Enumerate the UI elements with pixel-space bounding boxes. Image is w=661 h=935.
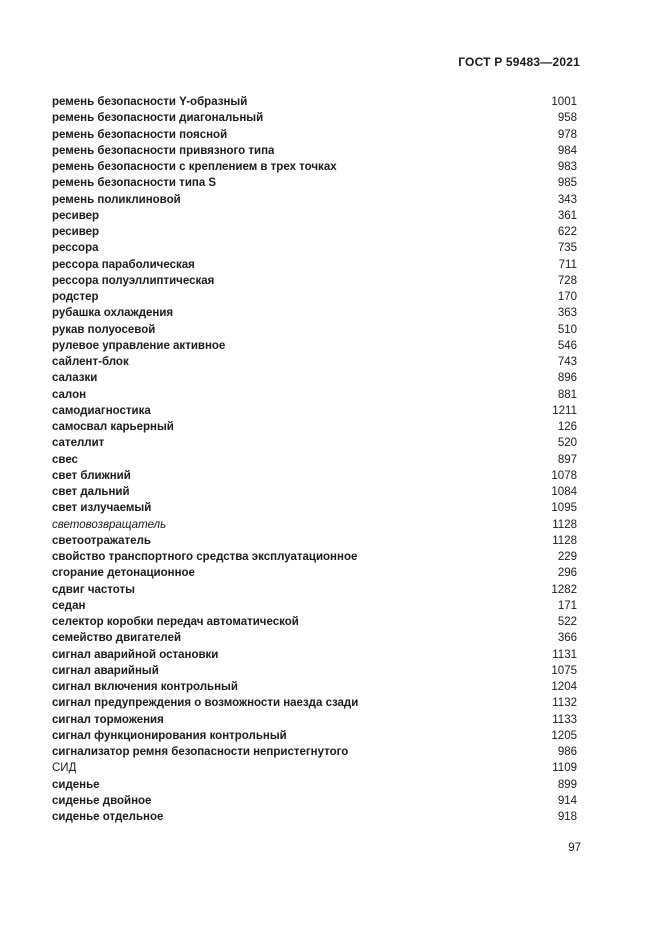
index-entry-row bbox=[52, 549, 577, 565]
index-ref-number: 1204 bbox=[551, 681, 577, 693]
index-term: салон bbox=[52, 388, 87, 401]
index-entry-row bbox=[52, 159, 577, 175]
index-term: сиденье bbox=[52, 778, 100, 791]
index-term: ресивер bbox=[52, 209, 100, 222]
index-entry-row bbox=[52, 322, 577, 338]
index-term: сателлит bbox=[52, 437, 105, 450]
index-ref-number: 522 bbox=[557, 616, 577, 628]
index-term: рессора bbox=[52, 242, 99, 255]
index-ref-number: 1001 bbox=[551, 96, 577, 108]
index-ref-number: 546 bbox=[557, 339, 577, 352]
index-ref-number: 896 bbox=[557, 372, 577, 385]
index-term: ремень безопасности Y-образный bbox=[52, 96, 248, 108]
index-term: седан bbox=[52, 599, 86, 612]
index-ref-number: 1109 bbox=[552, 762, 577, 775]
index-entry-row bbox=[52, 744, 577, 760]
index-entry-row bbox=[52, 175, 577, 191]
index-ref-number: 366 bbox=[557, 632, 577, 645]
index-term: сигнал включения контрольный bbox=[52, 681, 238, 693]
index-term: световозвращатель bbox=[52, 518, 167, 531]
index-entry-row bbox=[52, 695, 577, 711]
index-term: сигнал функционирования контрольный bbox=[52, 729, 287, 742]
index-entry-row bbox=[52, 192, 577, 208]
index-ref-number: 743 bbox=[557, 356, 577, 368]
index-term: ремень безопасности привязного типа bbox=[52, 144, 275, 157]
index-entry-row bbox=[52, 647, 577, 663]
index-entry-row bbox=[52, 484, 577, 500]
index-term: сигнал аварийный bbox=[52, 664, 159, 677]
index-ref-number: 622 bbox=[557, 226, 577, 238]
index-ref-number: 1084 bbox=[551, 486, 577, 498]
index-entry-row bbox=[52, 338, 577, 354]
index-entry-row bbox=[52, 517, 577, 533]
index-entry-row bbox=[52, 435, 577, 451]
index-ref-number: 918 bbox=[557, 811, 577, 823]
page-number: 97 bbox=[568, 842, 581, 854]
index-ref-number: 711 bbox=[558, 258, 577, 271]
index-entry-row bbox=[52, 533, 577, 549]
index-term: сиденье двойное bbox=[52, 794, 152, 807]
index-entry-row bbox=[52, 809, 577, 825]
index-ref-number: 1128 bbox=[552, 534, 577, 547]
index-entry-row bbox=[52, 728, 577, 744]
index-entry-row bbox=[52, 273, 577, 289]
index-term: СИД bbox=[52, 762, 77, 775]
index-term: сиденье отдельное bbox=[52, 811, 164, 823]
index-entry-row bbox=[52, 387, 577, 403]
index-term: самосвал карьерный bbox=[52, 421, 174, 433]
index-ref-number: 520 bbox=[557, 437, 577, 450]
index-ref-number: 126 bbox=[557, 421, 577, 433]
standard-designation: ГОСТ Р 59483—2021 bbox=[458, 55, 580, 69]
index-term: сигнал предупреждения о возможности наезда сзади bbox=[52, 697, 359, 710]
index-term: рукав полуосевой bbox=[52, 323, 156, 336]
index-entry-row bbox=[52, 143, 577, 159]
index-ref-number: 899 bbox=[557, 778, 577, 791]
index-term: ремень безопасности с креплением в трех точках bbox=[52, 161, 337, 173]
index-entry-row bbox=[52, 582, 577, 598]
index-entry-row bbox=[52, 305, 577, 321]
index-entry-row bbox=[52, 500, 577, 516]
index-term: свет ближний bbox=[52, 469, 131, 482]
index-term: свойство транспортного средства эксплуатационное bbox=[52, 551, 358, 563]
index-entry-row bbox=[52, 452, 577, 468]
index-ref-number: 1133 bbox=[552, 713, 577, 726]
index-entry-row bbox=[52, 370, 577, 386]
index-ref-number: 1078 bbox=[551, 469, 577, 482]
index-ref-number: 171 bbox=[557, 599, 577, 612]
index-term: ремень безопасности поясной bbox=[52, 128, 228, 141]
index-ref-number: 1205 bbox=[551, 729, 577, 742]
index-entry-row bbox=[52, 240, 577, 256]
index-ref-number: 984 bbox=[557, 144, 577, 157]
index-ref-number: 510 bbox=[557, 323, 577, 336]
index-term: сигнализатор ремня безопасности непристегнутого bbox=[52, 746, 349, 758]
index-ref-number: 361 bbox=[557, 209, 577, 222]
index-term: рессора параболическая bbox=[52, 258, 195, 271]
index-entry-row bbox=[52, 598, 577, 614]
page-footer bbox=[52, 842, 581, 854]
index-term: рубашка охлаждения bbox=[52, 307, 174, 320]
index-ref-number: 170 bbox=[557, 291, 577, 303]
index-term: салазки bbox=[52, 372, 98, 385]
page-header bbox=[52, 55, 580, 69]
index-ref-number: 1131 bbox=[552, 648, 577, 661]
index-entry-row bbox=[52, 679, 577, 695]
index-entry-row bbox=[52, 663, 577, 679]
index-term: рессора полуэллиптическая bbox=[52, 274, 215, 287]
index-entry-row bbox=[52, 127, 577, 143]
index-ref-number: 983 bbox=[557, 161, 577, 173]
index-term: сайлент-блок bbox=[52, 356, 129, 368]
index-entry-row bbox=[52, 94, 577, 110]
index-term: селектор коробки передач автоматической bbox=[52, 616, 299, 628]
alphabetical-index-list bbox=[52, 94, 577, 825]
index-entry-row bbox=[52, 565, 577, 581]
index-entry-row bbox=[52, 712, 577, 728]
index-entry-row bbox=[52, 224, 577, 240]
index-entry-row bbox=[52, 468, 577, 484]
index-term: сгорание детонационное bbox=[52, 567, 195, 580]
index-term: светоотражатель bbox=[52, 534, 151, 547]
index-entry-row bbox=[52, 760, 577, 776]
index-entry-row bbox=[52, 354, 577, 370]
index-term: свес bbox=[52, 453, 78, 466]
index-term: сдвиг частоты bbox=[52, 583, 135, 596]
index-ref-number: 978 bbox=[557, 128, 577, 141]
index-term: ремень безопасности диагональный bbox=[52, 112, 264, 125]
index-ref-number: 1128 bbox=[552, 518, 577, 531]
index-ref-number: 229 bbox=[557, 551, 577, 563]
index-ref-number: 897 bbox=[557, 453, 577, 466]
index-ref-number: 958 bbox=[557, 112, 577, 125]
index-ref-number: 343 bbox=[557, 193, 577, 206]
index-term: сигнал аварийной остановки bbox=[52, 648, 219, 661]
index-entry-row bbox=[52, 419, 577, 435]
index-term: ремень безопасности типа S bbox=[52, 177, 217, 190]
index-entry-row bbox=[52, 257, 577, 273]
index-ref-number: 986 bbox=[557, 746, 577, 758]
index-term: ремень поликлиновой bbox=[52, 193, 181, 206]
index-ref-number: 1075 bbox=[551, 664, 577, 677]
index-term: сигнал торможения bbox=[52, 713, 164, 726]
index-ref-number: 296 bbox=[557, 567, 577, 580]
index-ref-number: 985 bbox=[557, 177, 577, 190]
index-term: свет излучаемый bbox=[52, 502, 152, 515]
index-ref-number: 1282 bbox=[551, 583, 577, 596]
index-ref-number: 728 bbox=[557, 274, 577, 287]
index-entry-row bbox=[52, 777, 577, 793]
index-ref-number: 1095 bbox=[551, 502, 577, 515]
index-term: рулевое управление активное bbox=[52, 339, 226, 352]
index-entry-row bbox=[52, 630, 577, 646]
index-ref-number: 735 bbox=[557, 242, 577, 255]
index-term: самодиагностика bbox=[52, 404, 151, 417]
index-ref-number: 363 bbox=[557, 307, 577, 320]
index-ref-number: 1132 bbox=[552, 697, 577, 710]
index-term: свет дальний bbox=[52, 486, 130, 498]
index-term: ресивер bbox=[52, 226, 100, 238]
index-ref-number: 1211 bbox=[552, 404, 577, 417]
index-entry-row bbox=[52, 614, 577, 630]
index-ref-number: 914 bbox=[557, 794, 577, 807]
index-entry-row bbox=[52, 403, 577, 419]
index-ref-number: 881 bbox=[557, 388, 577, 401]
index-term: семейство двигателей bbox=[52, 632, 182, 645]
index-entry-row bbox=[52, 793, 577, 809]
index-entry-row bbox=[52, 110, 577, 126]
index-entry-row bbox=[52, 208, 577, 224]
index-term: родстер bbox=[52, 291, 99, 303]
index-entry-row bbox=[52, 289, 577, 305]
